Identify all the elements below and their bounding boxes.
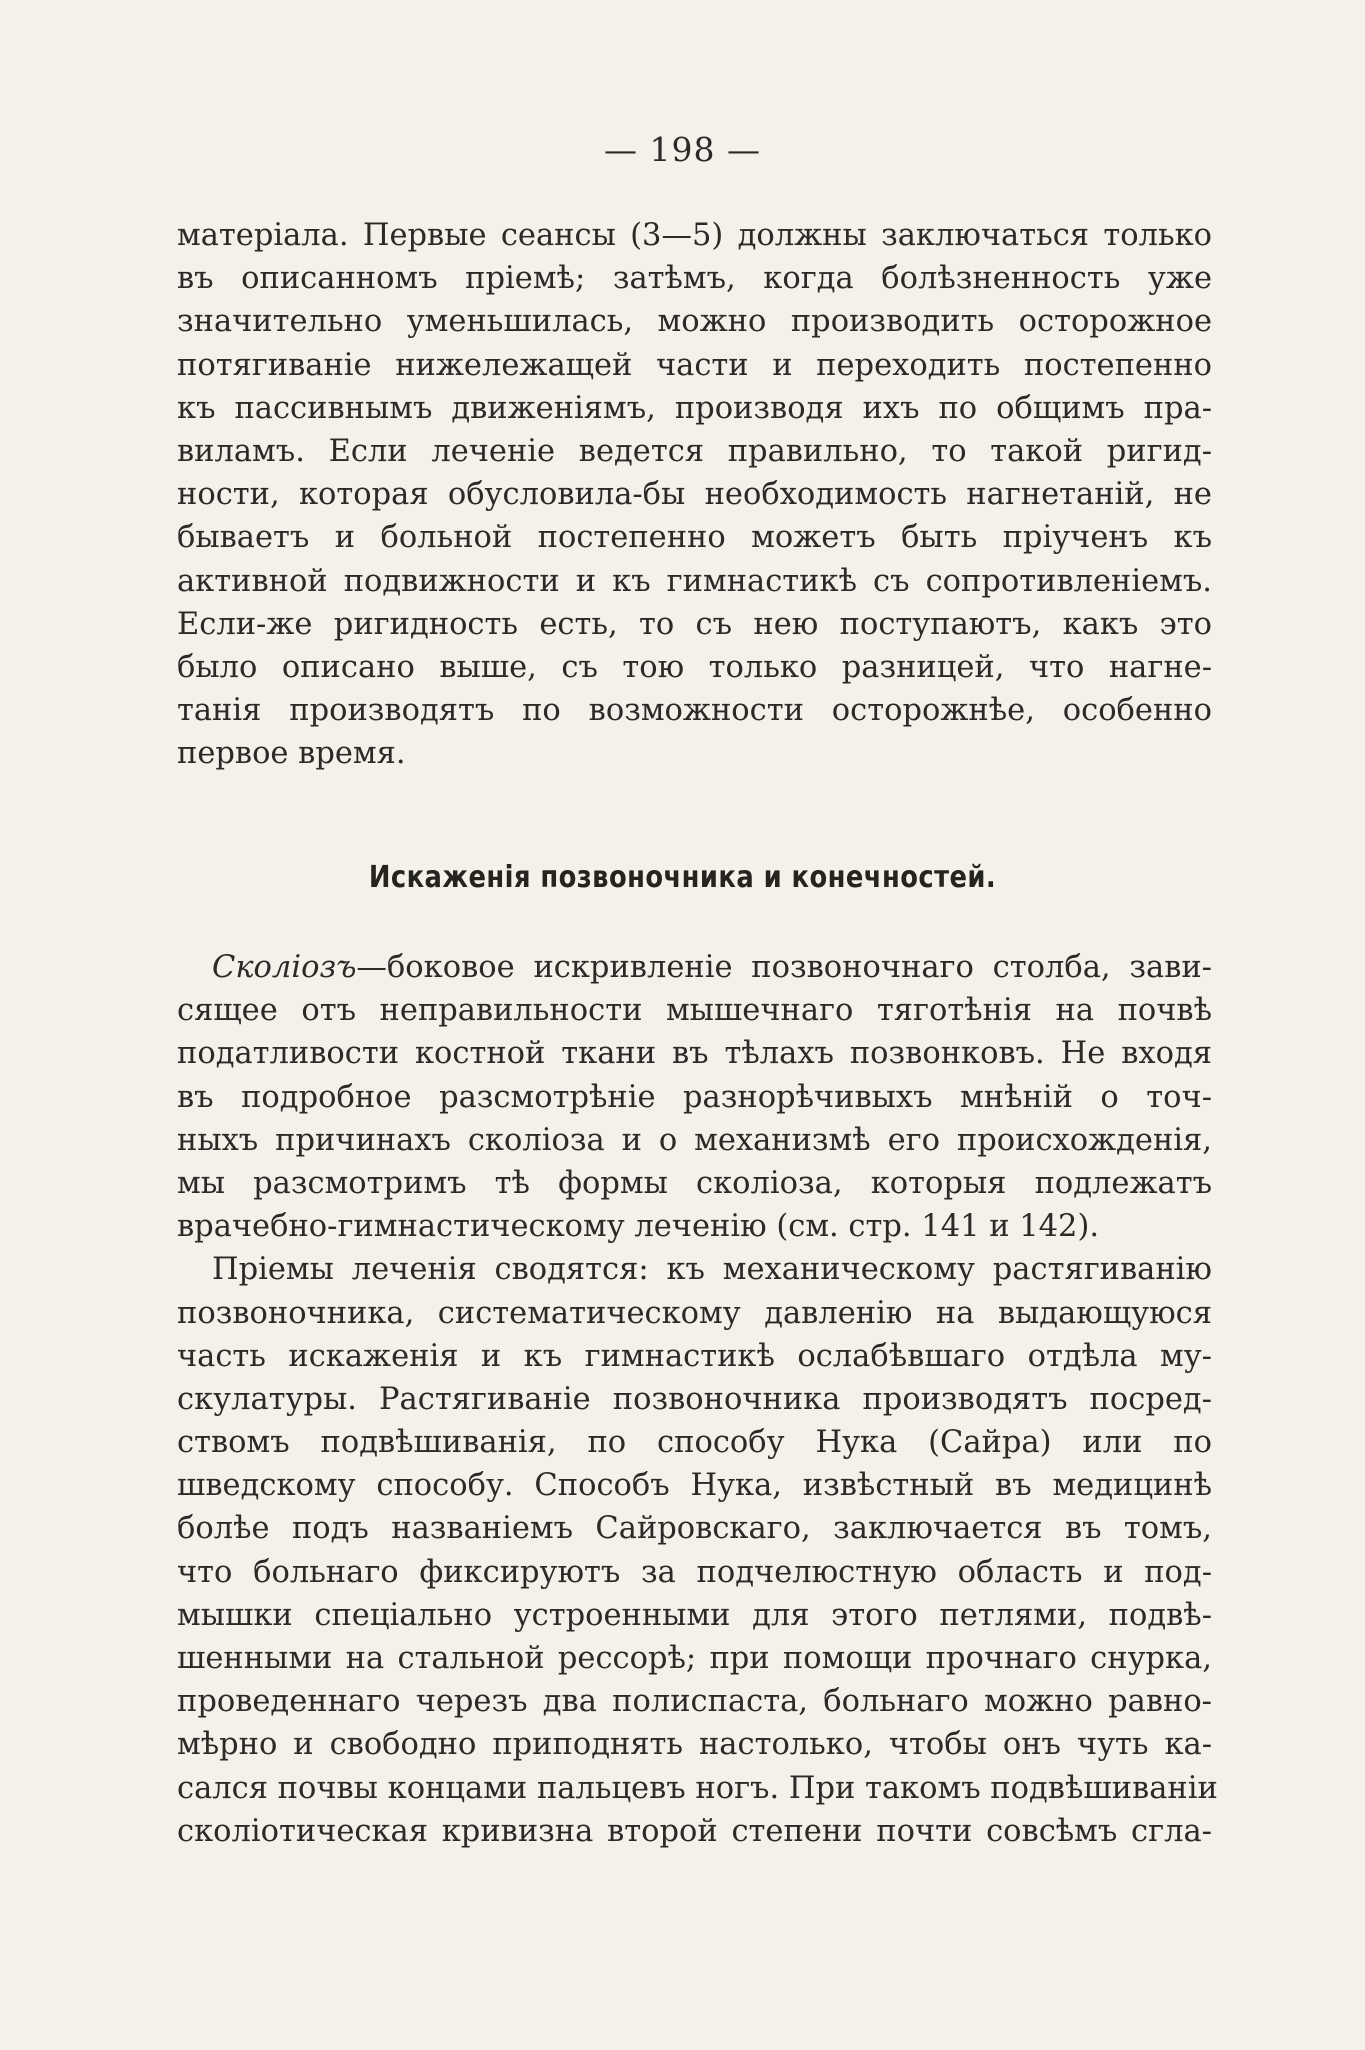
text-line: ныхъ причинахъ сколіоза и о механизмѣ его происхожденія, xyxy=(177,1122,1212,1158)
text-fragment: —боковое искривленіе позвоночнаго столба, зави- xyxy=(356,950,1212,985)
section-heading: Искаженія позвоночника и конечностей. xyxy=(368,860,997,895)
page-number: — 198 — xyxy=(604,130,761,169)
text-line: мы разсмотримъ тѣ формы сколіоза, которыя подлежатъ xyxy=(177,1165,1212,1201)
text-line: податливости костной ткани въ тѣлахъ позвонковъ. Не входя xyxy=(177,1036,1212,1072)
text-line: шенными на стальной рессорѣ; при помощи прочнаго снурка, xyxy=(177,1641,1212,1676)
text-line: проведеннаго черезъ два полиспаста, больнаго можно равно- xyxy=(177,1684,1212,1720)
text-line: ствомъ подвѣшиванія, по способу Нука (Сайра) или по xyxy=(177,1425,1212,1461)
text-line: виламъ. Если леченіе ведется правильно, то такой ригид- xyxy=(177,433,1212,469)
text-line: активной подвижности и къ гимнастикѣ съ сопротивленіемъ. xyxy=(177,563,1212,599)
paragraph-1 xyxy=(177,214,1212,775)
paragraph-2 xyxy=(177,946,1218,1853)
text-line: Если-же ригидность есть, то съ нею поступаютъ, какъ это xyxy=(177,606,1212,642)
text-line: часть искаженія и къ гимнастикѣ ослабѣвшаго отдѣла му- xyxy=(177,1338,1212,1374)
text-line: сколіотическая кривизна второй степени почти совсѣмъ сгла- xyxy=(177,1813,1212,1849)
text-line-first xyxy=(177,946,1212,989)
text-line: сящее отъ неправильности мышечнаго тяготѣнія на почвѣ xyxy=(177,993,1212,1029)
text-line: танія производятъ по возможности осторожнѣе, особенно xyxy=(177,693,1212,729)
text-line: шведскому способу. Способъ Нука, извѣстный въ медицинѣ xyxy=(177,1468,1212,1504)
text-line: болѣе подъ названіемъ Сайровскаго, заключается въ томъ, xyxy=(177,1511,1212,1547)
italic-term: Сколіозъ xyxy=(212,950,357,985)
text-line: къ пассивнымъ движеніямъ, производя ихъ по общимъ пра- xyxy=(177,390,1212,426)
text-line: было описано выше, съ тою только разницей, что нагне- xyxy=(177,649,1212,685)
text-line: бываетъ и больной постепенно можетъ быть пріученъ къ xyxy=(177,520,1212,556)
text-line: ности, которая обусловила-бы необходимость нагнетаній, не xyxy=(177,477,1212,513)
text-line: въ подробное разсмотрѣніе разнорѣчивыхъ мнѣній о точ- xyxy=(177,1079,1212,1115)
text-line: скулатуры. Растягиваніе позвоночника производятъ посред- xyxy=(177,1381,1212,1417)
text-line: что больнаго фиксируютъ за подчелюстную область и под- xyxy=(177,1554,1212,1590)
text-line: сался почвы концами пальцевъ ногъ. При такомъ подвѣшиваніи xyxy=(177,1770,1218,1806)
text-line: значительно уменьшилась, можно производить осторожное xyxy=(177,304,1212,340)
text-line: въ описанномъ пріемѣ; затѣмъ, когда болѣзненность уже xyxy=(177,261,1212,297)
text-line: позвоночника, систематическому давленію на выдающуюся xyxy=(177,1295,1212,1331)
text-line: первое время. xyxy=(177,736,406,772)
text-line: Пріемы леченія сводятся: къ механическому растягиванію xyxy=(212,1252,1212,1288)
text-line: врачебно-гимнастическому леченію (см. стр. 141 и 142). xyxy=(177,1209,1100,1245)
text-line: мышки спеціально устроенными для этого петлями, подвѣ- xyxy=(177,1597,1212,1633)
text-line: мѣрно и свободно приподнять настолько, чтобы онъ чуть ка- xyxy=(177,1727,1212,1763)
text-line: матеріала. Первые сеансы (3—5) должны заключаться только xyxy=(177,218,1212,253)
text-line: потягиваніе нижележащей части и переходить постепенно xyxy=(177,347,1212,383)
